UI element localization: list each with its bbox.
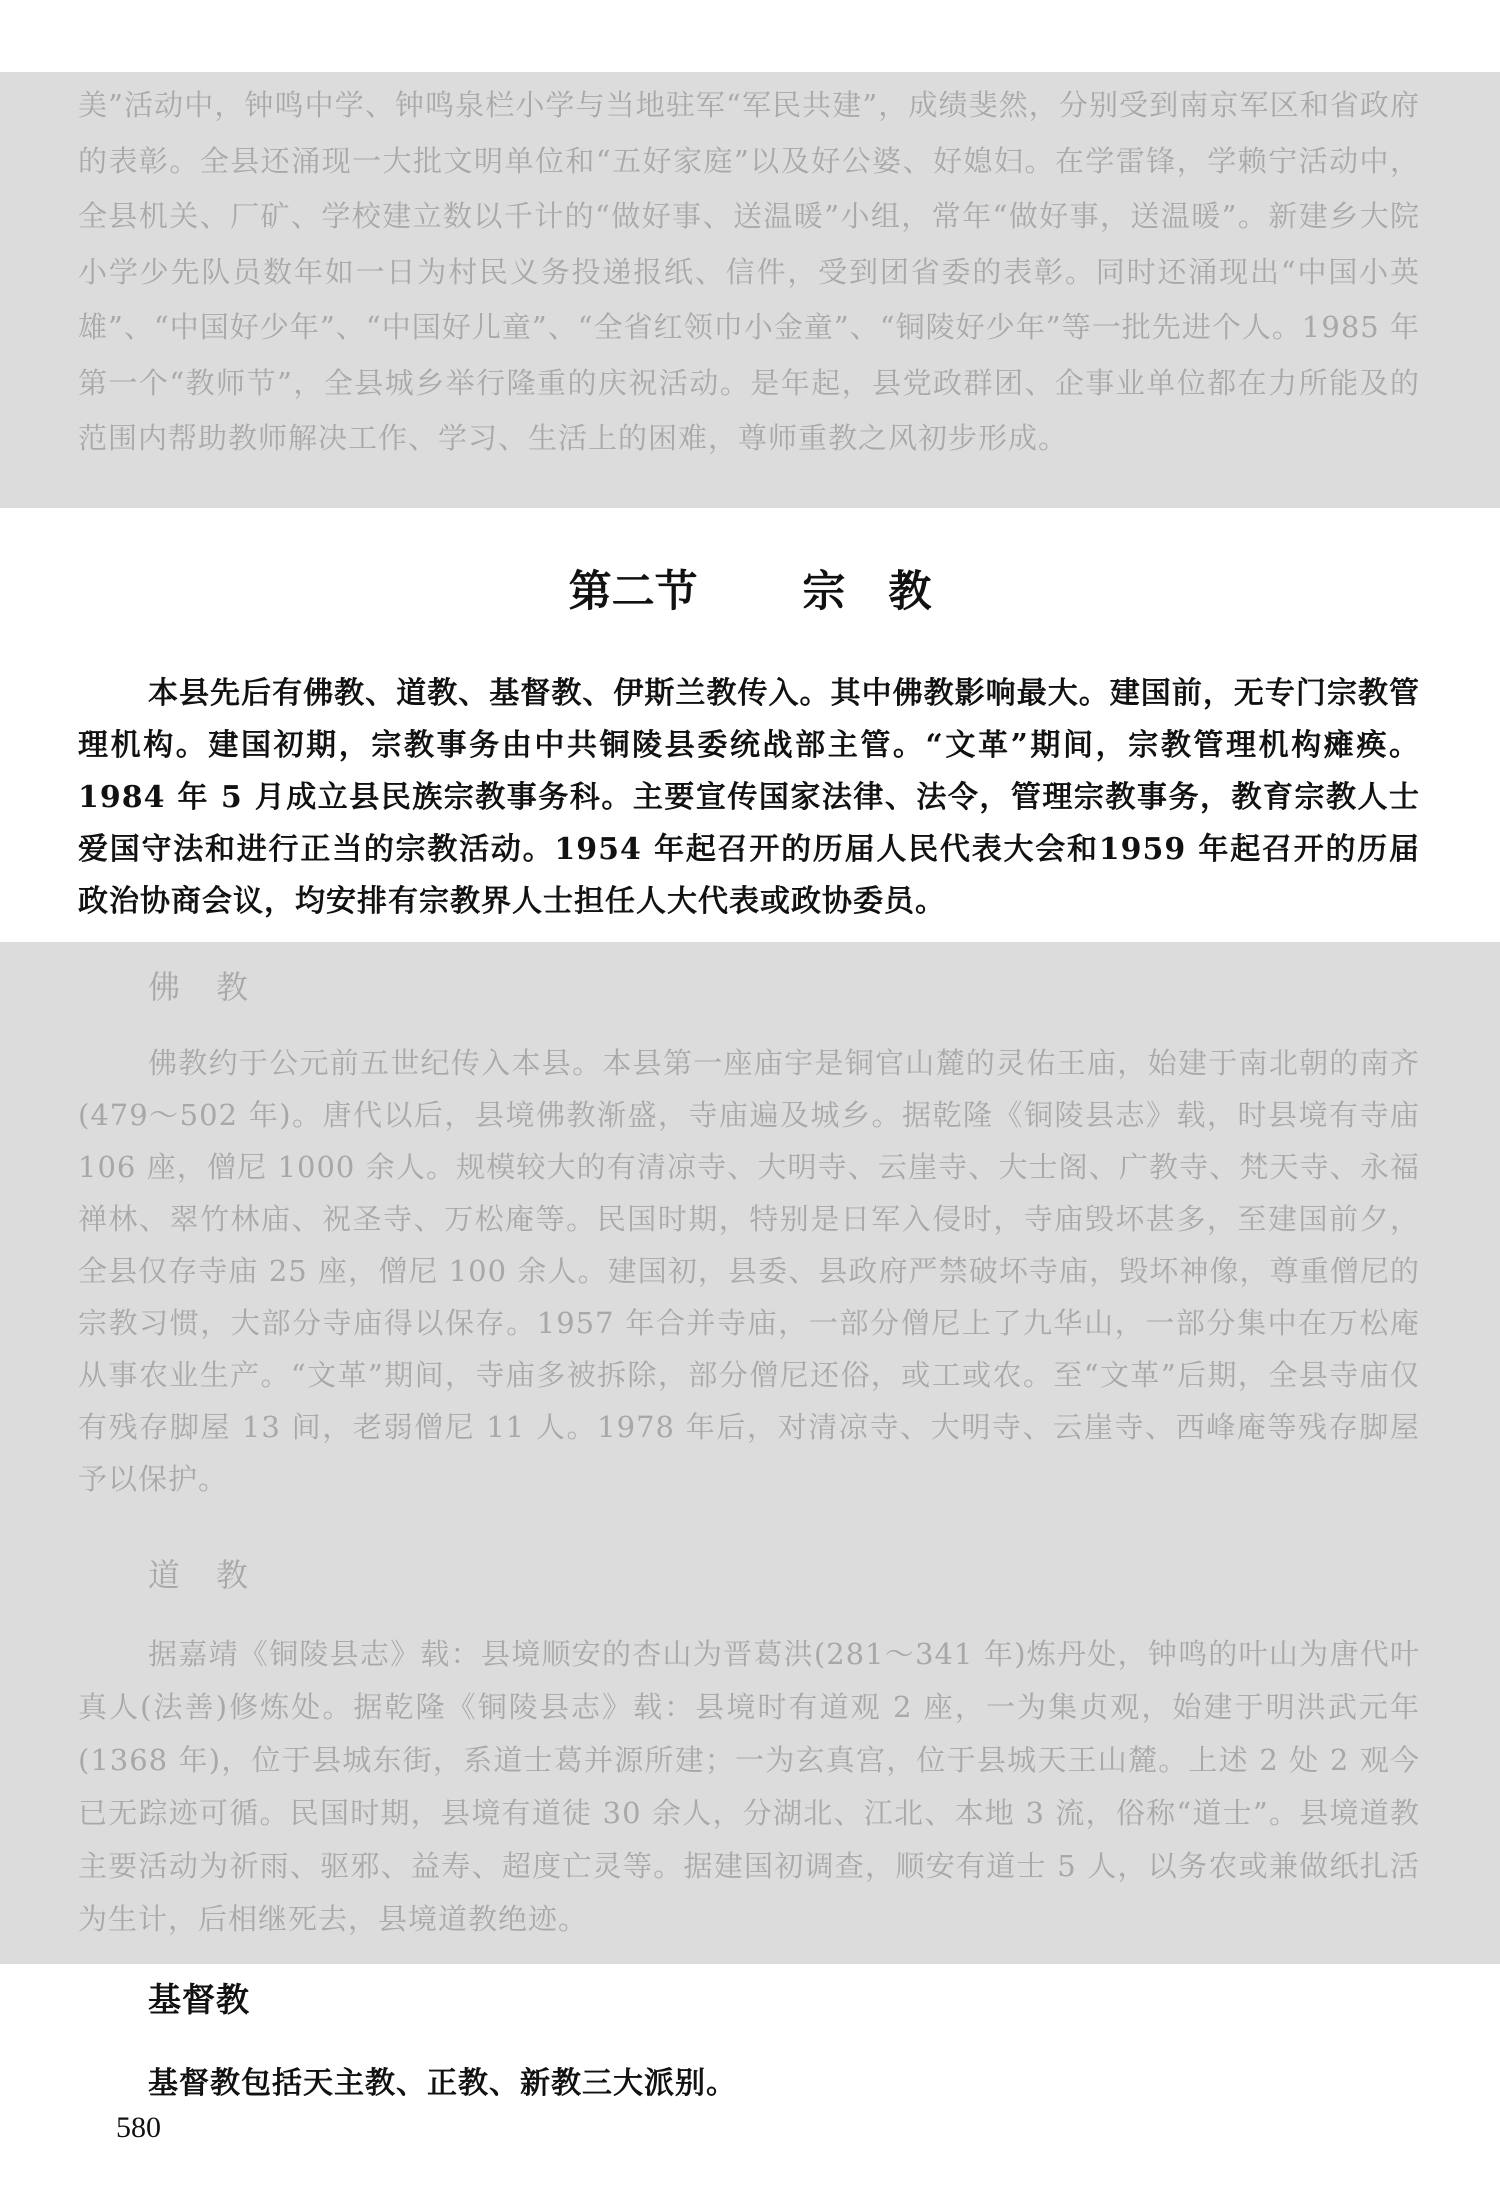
christianity-heading: 基督教 <box>148 1980 250 2019</box>
intro-paragraph: 本县先后有佛教、道教、基督教、伊斯兰教传入。其中佛教影响最大。建国前，无专门宗教管理机构。建国初期，宗教事务由中共铜陵县委统战部主管。“文革”期间，宗教管理机构瘫痪。1984 年 5 月成立县民族宗教事务科。主要宣传国家法律、法令，管理宗教事务，教育宗教人士爱国守法和进行正当的宗教活动。1954 年起召开的历届人民代表大会和1959 年起召开的历届政治协商会议，均安排有宗教界人士担任人大代表或政协委员。 <box>78 676 1420 919</box>
page-number: 580 <box>116 2111 161 2144</box>
christianity-paragraph: 基督教包括天主教、正教、新教三大派别。 <box>148 2066 737 2101</box>
taoism-heading: 道 教 <box>148 1556 251 1594</box>
section-name: 宗 教 <box>802 567 932 617</box>
taoism-paragraph: 据嘉靖《铜陵县志》载：县境顺安的杏山为晋葛洪(281～341 年)炼丹处，钟鸣的叶山为唐代叶真人(法善)修炼处。据乾隆《铜陵县志》载：县境时有道观 2 座，一为集贞观，始建于明洪武元年(1368 年)，位于县城东街，系道士葛并源所建；一为玄真宫，位于县城天王山麓。上述 2 处 2 观今已无踪迹可循。民国时期，县境有道徒 30 余人，分湖北、江北、本地 3 流，俗称“道士”。县境道教主要活动为祈雨、驱邪、益寿、超度亡灵等。据建国初调查，顺安有道士 5 人，以务农或兼做纸扎活为生计，后相继死去，县境道教绝迹。 <box>78 1637 1420 1936</box>
section-number: 第二节 <box>568 567 698 617</box>
buddhism-heading: 佛 教 <box>148 968 251 1006</box>
top-paragraph: 美”活动中，钟鸣中学、钟鸣泉栏小学与当地驻军“军民共建”，成绩斐然，分别受到南京军区和省政府的表彰。全县还涌现一大批文明单位和“五好家庭”以及好公婆、好媳妇。在学雷锋，学赖宁活动中，全县机关、厂矿、学校建立数以千计的“做好事、送温暖”小组，常年“做好事，送温暖”。新建乡大院小学少先队员数年如一日为村民义务投递报纸、信件，受到团省委的表彰。同时还涌现出“中国小英雄”、“中国好少年”、“中国好儿童”、“全省红领巾小金童”、“铜陵好少年”等一批先进个人。1985 年第一个“教师节”，全县城乡举行隆重的庆祝活动。是年起，县党政群团、企事业单位都在力所能及的范围内帮助教师解决工作、学习、生活上的困难，尊师重教之风初步形成。 <box>78 88 1420 455</box>
section-title <box>0 558 1500 619</box>
buddhism-paragraph: 佛教约于公元前五世纪传入本县。本县第一座庙宇是铜官山麓的灵佑王庙，始建于南北朝的南齐(479～502 年)。唐代以后，县境佛教渐盛，寺庙遍及城乡。据乾隆《铜陵县志》载，时县境有寺庙 106 座，僧尼 1000 余人。规模较大的有清凉寺、大明寺、云崖寺、大士阁、广教寺、梵天寺、永福禅林、翠竹林庙、祝圣寺、万松庵等。民国时期，特别是日军入侵时，寺庙毁坏甚多，至建国前夕，全县仅存寺庙 25 座，僧尼 100 余人。建国初，县委、县政府严禁破坏寺庙，毁坏神像，尊重僧尼的宗教习惯，大部分寺庙得以保存。1957 年合并寺庙，一部分僧尼上了九华山，一部分集中在万松庵从事农业生产。“文革”期间，寺庙多被拆除，部分僧尼还俗，或工或农。至“文革”后期，全县寺庙仅有残存脚屋 13 间，老弱僧尼 11 人。1978 年后，对清凉寺、大明寺、云崖寺、西峰庵等残存脚屋予以保护。 <box>78 1046 1420 1496</box>
